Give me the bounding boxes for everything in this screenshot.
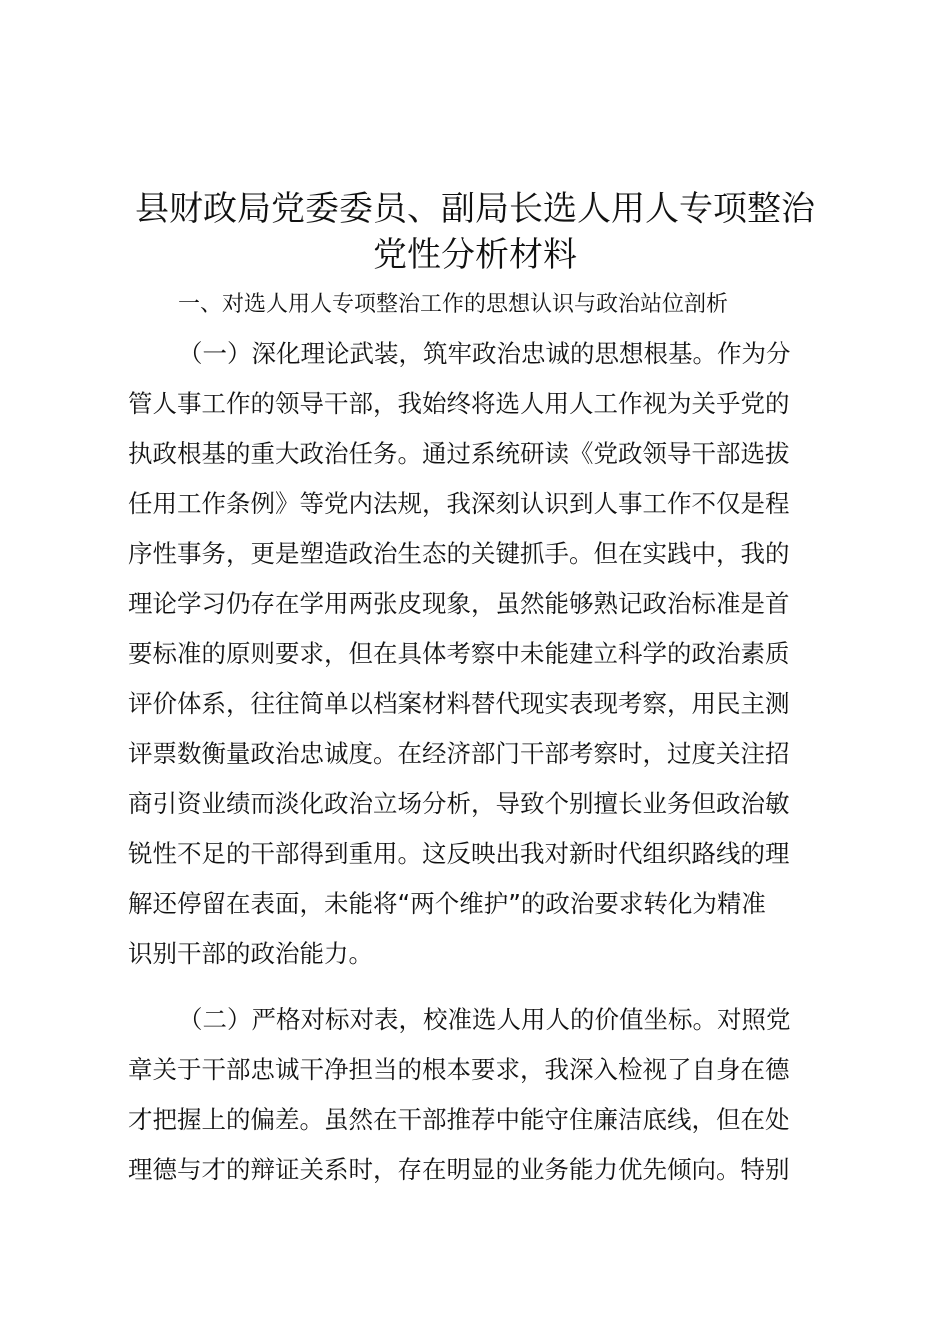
paragraph-2-line: 理德与才的辩证关系时，存在明显的业务能力优先倾向。特别 xyxy=(128,1155,790,1184)
section-1-heading: 一、对选人用人专项整治工作的思想认识与政治站位剖析 xyxy=(178,292,729,317)
paragraph-2-line: 才把握上的偏差。虽然在干部推荐中能守住廉洁底线，但在处 xyxy=(128,1105,790,1134)
document-title-line-1: 县财政局党委委员、副局长选人用人专项整治 xyxy=(135,189,815,229)
paragraph-1-line: 商引资业绩而淡化政治立场分析，导致个别擅长业务但政治敏 xyxy=(128,789,790,818)
paragraph-1-line: 要标准的原则要求，但在具体考察中未能建立科学的政治素质 xyxy=(128,639,790,668)
paragraph-2-line: 章关于干部忠诚干净担当的根本要求，我深入检视了自身在德 xyxy=(128,1055,790,1084)
paragraph-1-line: 锐性不足的干部得到重用。这反映出我对新时代组织路线的理 xyxy=(128,839,790,868)
paragraph-1-line: 管人事工作的领导干部，我始终将选人用人工作视为关乎党的 xyxy=(128,389,790,418)
paragraph-1-line: 执政根基的重大政治任务。通过系统研读《党政领导干部选拔 xyxy=(128,439,790,468)
paragraph-1-line: 理论学习仍存在学用两张皮现象，虽然能够熟记政治标准是首 xyxy=(128,589,790,618)
paragraph-1-line: 序性事务，更是塑造政治生态的关键抓手。但在实践中，我的 xyxy=(128,539,790,568)
paragraph-2-line: （二）严格对标对表，校准选人用人的价值坐标。对照党 xyxy=(178,1005,791,1034)
paragraph-1-line: 任用工作条例》等党内法规，我深刻认识到人事工作不仅是程 xyxy=(128,489,790,518)
paragraph-1-line: 评价体系，往往简单以档案材料替代现实表现考察，用民主测 xyxy=(128,689,790,718)
paragraph-1-line: （一）深化理论武装，筑牢政治忠诚的思想根基。作为分 xyxy=(178,339,791,368)
paragraph-1-line: 解还停留在表面，未能将“两个维护”的政治要求转化为精准 xyxy=(128,889,766,918)
paragraph-1-line: 识别干部的政治能力。 xyxy=(128,939,373,968)
document-title-line-2: 党性分析材料 xyxy=(373,235,577,275)
paragraph-1-line: 评票数衡量政治忠诚度。在经济部门干部考察时，过度关注招 xyxy=(128,739,790,768)
